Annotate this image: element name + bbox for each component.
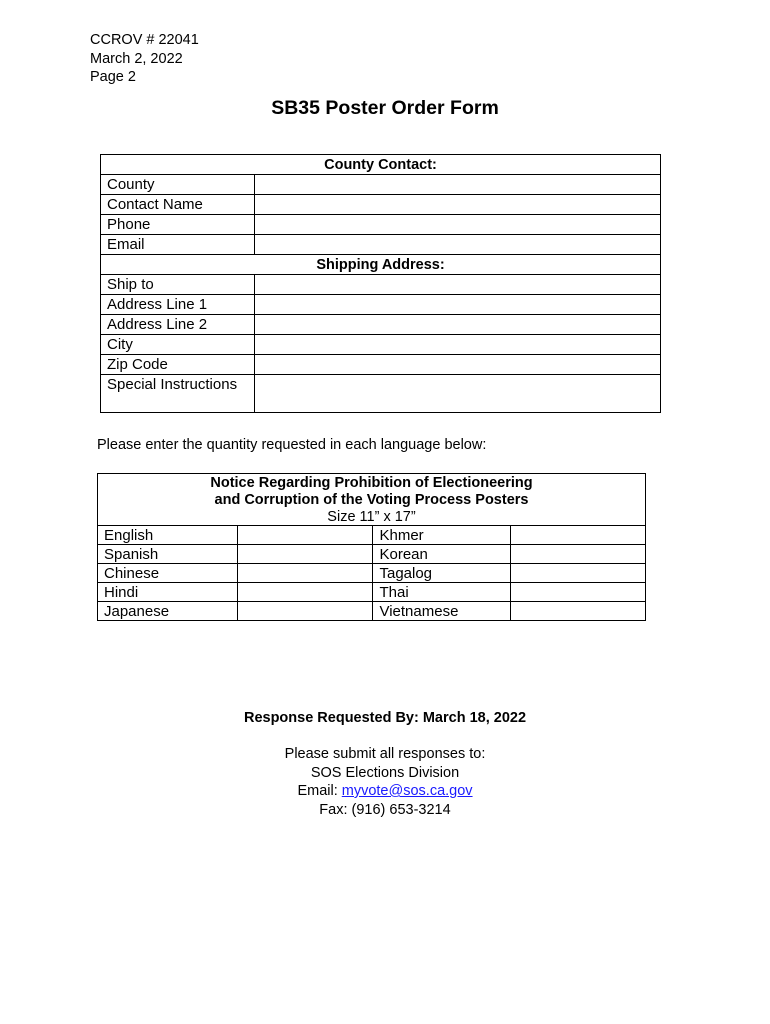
field-label-phone: Phone <box>101 215 255 235</box>
field-label-county: County <box>101 175 255 195</box>
field-label-email: Email <box>101 235 255 255</box>
poster-title-line-2: and Corruption of the Voting Process Posters <box>214 492 529 508</box>
poster-table-header <box>98 474 646 526</box>
poster-language-table <box>97 473 646 621</box>
document-header <box>90 31 199 87</box>
email-label: Email: <box>297 783 342 799</box>
field-input-zip-code[interactable] <box>255 355 661 375</box>
language-label-tagalog: Tagalog <box>373 564 510 583</box>
quantity-input-korean[interactable] <box>510 545 645 564</box>
shipping-address-heading: Shipping Address: <box>101 255 661 275</box>
field-label-zip-code: Zip Code <box>101 355 255 375</box>
quantity-input-vietnamese[interactable] <box>510 602 645 621</box>
email-link[interactable]: myvote@sos.ca.gov <box>341 783 473 799</box>
quantity-input-tagalog[interactable] <box>510 564 645 583</box>
county-contact-heading: County Contact: <box>101 155 661 175</box>
field-input-address-line-2[interactable] <box>255 315 661 335</box>
division-name: SOS Elections Division <box>310 764 460 781</box>
field-input-ship-to[interactable] <box>255 275 661 295</box>
field-input-contact-name[interactable] <box>255 195 661 215</box>
document-date: March 2, 2022 <box>90 50 183 67</box>
language-label-japanese: Japanese <box>98 602 238 621</box>
language-label-spanish: Spanish <box>98 545 238 564</box>
language-label-khmer: Khmer <box>373 526 510 545</box>
quantity-input-chinese[interactable] <box>238 564 373 583</box>
field-label-address-line-2: Address Line 2 <box>101 315 255 335</box>
contact-table <box>100 154 661 413</box>
field-label-special-instructions: Special Instructions <box>101 375 255 413</box>
language-label-hindi: Hindi <box>98 583 238 602</box>
field-label-ship-to: Ship to <box>101 275 255 295</box>
language-label-thai: Thai <box>373 583 510 602</box>
quantity-input-spanish[interactable] <box>238 545 373 564</box>
quantity-input-hindi[interactable] <box>238 583 373 602</box>
page-number: Page 2 <box>90 69 136 85</box>
submit-line: Please submit all responses to: <box>284 746 486 762</box>
field-input-special-instructions[interactable] <box>255 375 661 413</box>
response-deadline: Response Requested By: March 18, 2022 <box>243 710 527 726</box>
submit-instructions <box>0 745 770 819</box>
language-label-korean: Korean <box>373 545 510 564</box>
page-title: SB35 Poster Order Form <box>271 97 499 119</box>
fax-number: Fax: (916) 653-3214 <box>319 801 451 818</box>
language-label-vietnamese: Vietnamese <box>373 602 510 621</box>
field-input-city[interactable] <box>255 335 661 355</box>
field-label-city: City <box>101 335 255 355</box>
reference-number: CCROV # 22041 <box>90 32 199 48</box>
language-label-chinese: Chinese <box>98 564 238 583</box>
field-label-address-line-1: Address Line 1 <box>101 295 255 315</box>
quantity-input-thai[interactable] <box>510 583 645 602</box>
language-label-english: English <box>98 526 238 545</box>
field-label-contact-name: Contact Name <box>101 195 255 215</box>
field-input-county[interactable] <box>255 175 661 195</box>
field-input-email[interactable] <box>255 235 661 255</box>
quantity-input-english[interactable] <box>238 526 373 545</box>
field-input-address-line-1[interactable] <box>255 295 661 315</box>
quantity-input-khmer[interactable] <box>510 526 645 545</box>
quantity-input-japanese[interactable] <box>238 602 373 621</box>
poster-size: Size 11” x 17” <box>327 509 416 525</box>
poster-title-line-1: Notice Regarding Prohibition of Electioneering <box>210 475 533 491</box>
email-line <box>0 782 770 801</box>
quantity-prompt: Please enter the quantity requested in each language below: <box>97 437 487 453</box>
field-input-phone[interactable] <box>255 215 661 235</box>
